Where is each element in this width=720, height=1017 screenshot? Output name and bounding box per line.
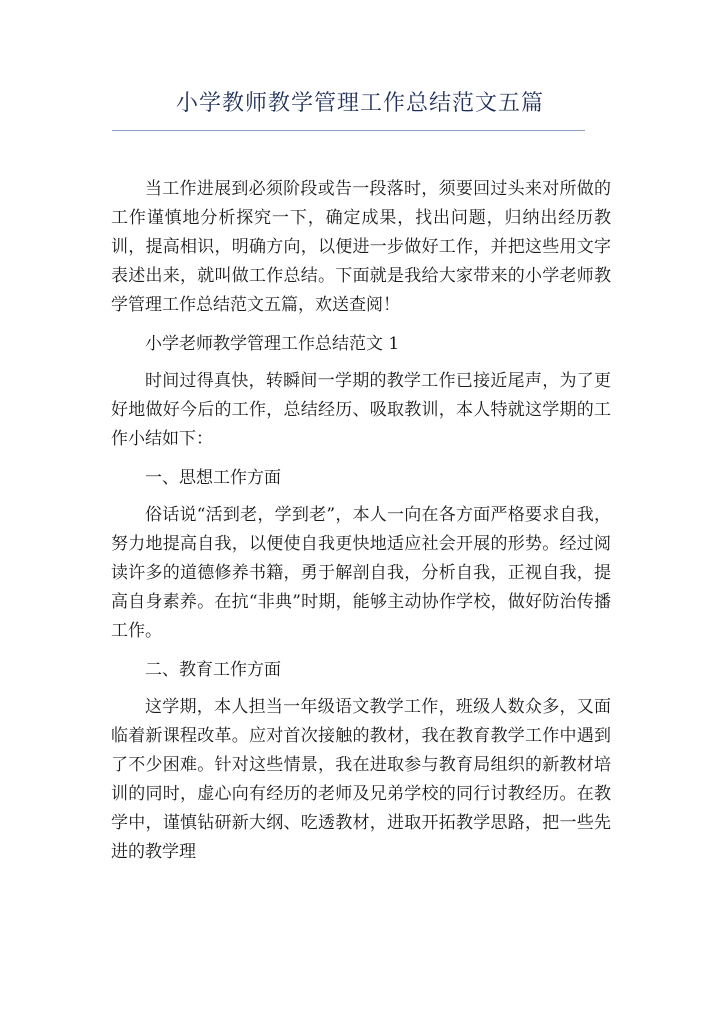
heading-thought-work: 一、思想工作方面: [145, 468, 281, 488]
document-body: [111, 175, 611, 867]
thought-work-paragraph: 俗话说“活到老，学到老”，本人一向在各方面严格要求自我，努力地提高自我，以便使自我更快地适应社会开展的形势。经过阅读许多的道德修养书籍，勇于解剖自我，分析自我，正视自我，提高自身素养。在抗“非典”时期，能够主动协作学校，做好防治传播工作。: [111, 505, 611, 641]
intro-paragraph: 当工作进展到必须阶段或告一段落时，须要回过头来对所做的工作谨慎地分析探究一下，确定成果，找出问题，归纳出经历教训，提高相识，明确方向，以便进一步做好工作，并把这些用文字表述出来，就叫做工作总结。下面就是我给大家带来的小学老师教学管理工作总结范文五篇，欢送查阅！: [111, 179, 611, 315]
education-work-paragraph: 这学期，本人担当一年级语文教学工作，班级人数众多，又面临着新课程改革。应对首次接触的教材，我在教育教学工作中遇到了不少困难。针对这些情景，我在进取参与教育局组织的新教材培训的同时，虚心向有经历的老师及兄弟学校的同行讨教经历。在教学中，谨慎钻研新大纲、吃透教材，进取开拓教学思路，把一些先进的教学理: [111, 697, 611, 862]
heading-education-work: 二、教育工作方面: [145, 660, 281, 680]
document-title: 小学教师教学管理工作总结范文五篇: [175, 91, 544, 116]
section-intro-paragraph: 时间过得真快，转瞬间一学期的教学工作已接近尾声，为了更好地做好今后的工作，总结经历、吸取教训，本人特就这学期的工作小结如下：: [111, 371, 611, 449]
title-divider: [112, 130, 585, 131]
section-title: 小学老师教学管理工作总结范文 1: [145, 334, 400, 354]
